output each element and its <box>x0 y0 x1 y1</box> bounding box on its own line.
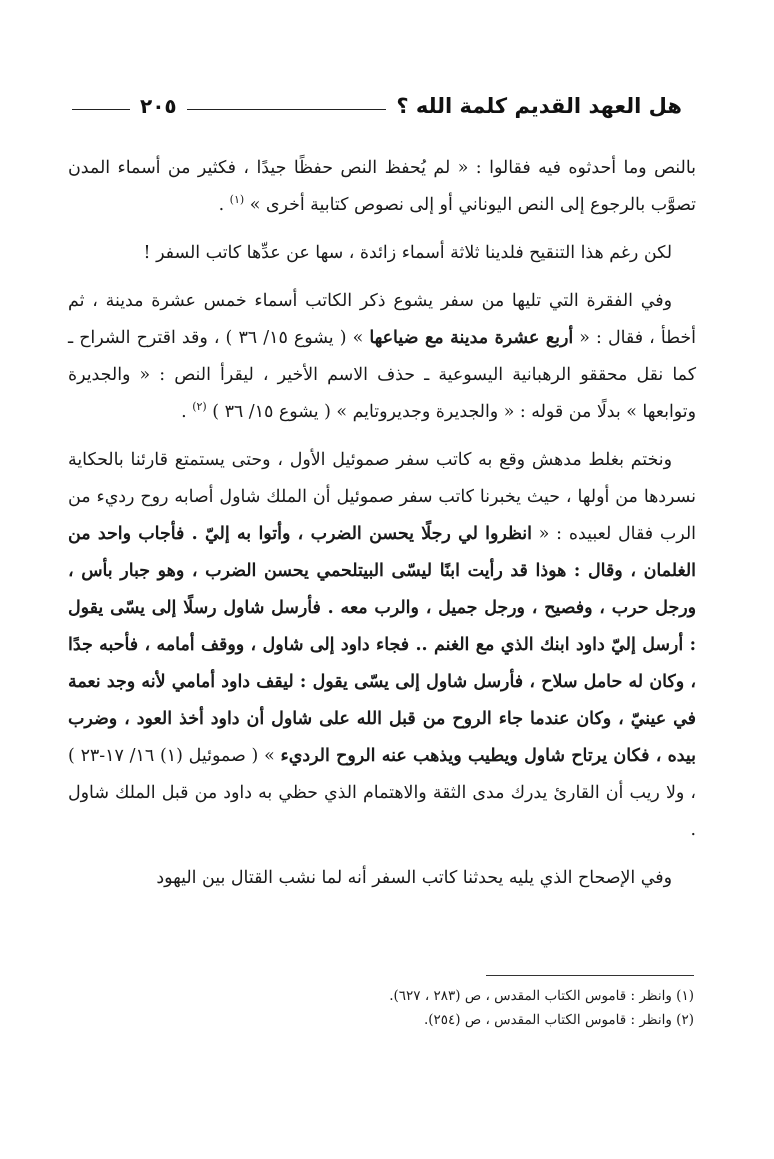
footnote-ref-2: (٢) <box>192 400 207 414</box>
body-text <box>68 150 696 897</box>
paragraph-3-text: وفي الفقرة التي تليها من سفر يشوع ذكر الكاتب أسماء خمس عشرة مدينة ، ثم أخطأ ، فقال : « <box>68 291 697 348</box>
paragraph-3-end: . <box>181 402 193 422</box>
footnote-2: (٢) وانظر : قاموس الكتاب المقدس ، ص (٢٥٤). <box>423 1012 694 1028</box>
header-rule <box>187 109 387 110</box>
footnotes <box>94 984 694 1032</box>
quote-bold-1: أربع عشرة مدينة مع ضياعها <box>369 328 574 348</box>
paragraph-3-text-2: » ( يشوع ١٥/ ٣٦ ) ، وقد اقترح الشراح ـ كما نقل محققو الرهبانية اليسوعية ـ حذف الاسم الأخير ، ليقرأ النص : « والجديرة وتوابعها » بدلًا من قوله : « والجديرة وجديروتايم » ( يشوع ١٥/ ٣٦ ) <box>68 328 696 422</box>
paragraph-4-text: ونختم بغلط مدهش وقع به كاتب سفر صموئيل الأول ، وحتى يستمتع قارئنا بالحكاية نسردها من أولها ، حيث يخبرنا كاتب سفر صموئيل أن الملك شاول أصابه روح رديء من الرب فقال لعبيده : « <box>68 450 696 544</box>
paragraph-5: وفي الإصحاح الذي يليه يحدثنا كاتب السفر أنه لما نشب القتال بين اليهود <box>156 868 672 888</box>
paragraph-4-text-2: » ( صموئيل (١) ١٦/ ١٧-٢٣ ) ، ولا ريب أن القارئ يدرك مدى الثقة والاهتمام الذي حظي به داود من قبل الملك شاول . <box>68 746 696 840</box>
paragraph-3 <box>68 283 696 431</box>
paragraph-1-end: . <box>218 195 230 215</box>
paragraph-1 <box>68 150 696 224</box>
footnote-separator <box>486 975 694 976</box>
paragraph-2: لكن رغم هذا التنقيح فلدينا ثلاثة أسماء زائدة ، سها عن عدِّها كاتب السفر ! <box>143 243 672 263</box>
running-header <box>72 86 682 126</box>
paragraph-4 <box>68 442 696 849</box>
footnote-ref-1: (١) <box>229 193 245 207</box>
paragraph-1-text: بالنص وما أحدثوه فيه فقالوا : « لم يُحفظ النص حفظًا جيدًا ، فكثير من أسماء المدن تصوَّب بالرجوع إلى النص اليوناني أو إلى نصوص كتابية أخرى » <box>68 158 696 215</box>
header-rule-end <box>72 109 130 110</box>
page-number: ٢٠٥ <box>140 94 177 118</box>
quote-bold-2: انظروا لي رجلًا يحسن الضرب ، وأتوا به إليّ . فأجاب واحد من الغلمان ، وقال : هوذا قد رأيت ابنًا ليسّى البيتلحمي يحسن الضرب ، وهو جبار بأس ، ورجل حرب ، وفصيح ، ورجل جميل ، والرب معه . فأرسل شاول رسلًا إلى يسّى يقول : أرسل إليّ داود ابنك الذي مع الغنم .. فجاء داود إلى شاول ، ووقف أمامه ، فأحبه جدًا ، وكان له حامل سلاح ، فأرسل شاول إلى يسّى يقول : ليقف داود أمامي لأنه وجد نعمة في عينيّ ، وكان عندما جاء الروح من قبل الله على شاول أن داود أخذ العود ، وضرب بيده ، فكان يرتاح شاول ويطيب ويذهب عنه الروح الرديء <box>68 524 696 766</box>
footnote-1: (١) وانظر : قاموس الكتاب المقدس ، ص (٢٨٣ ، ٦٢٧). <box>389 988 694 1004</box>
running-header-title: هل العهد القديم كلمة الله ؟ <box>396 94 682 118</box>
